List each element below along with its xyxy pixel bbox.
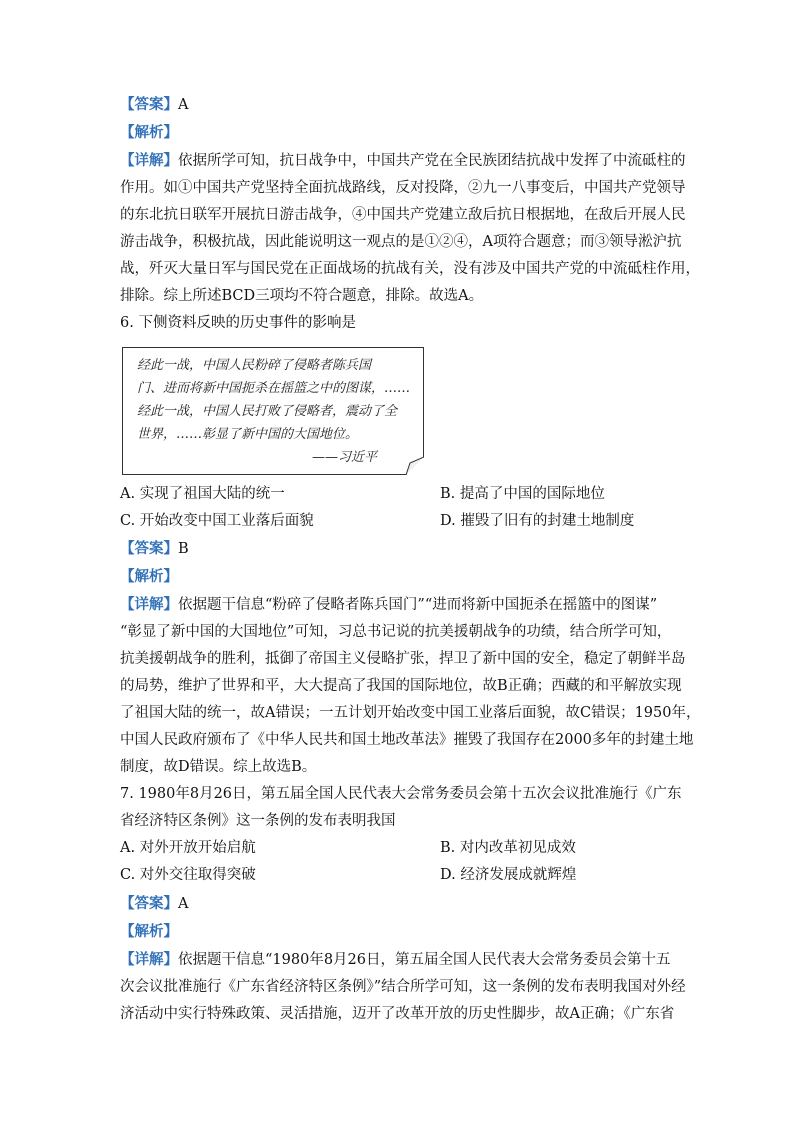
option-c: C. 对外交往取得突破 <box>120 867 256 883</box>
detail-line: 中国人民政府颁布了《中华人民共和国土地改革法》摧毁了我国存在2000多年的封建土地 <box>120 732 694 748</box>
answer-value: A <box>178 97 189 113</box>
analysis-tag: 【解析】 <box>120 923 178 940</box>
detail-line: 的东北抗日联军开展抗日游击战争，④中国共产党建立敌后抗日根据地，在敌后开展人民 <box>120 207 686 223</box>
quote-signature: ——习近平 <box>311 450 377 465</box>
detail-line: 的局势，维护了世界和平，大大提高了我国的国际地位，故B正确；西藏的和平解放实现 <box>120 678 682 694</box>
q6-stem: 6. 下侧资料反映的历史事件的影响是 <box>120 315 356 331</box>
option-d: D. 摧毁了旧有的封建土地制度 <box>440 513 635 529</box>
detail-line: 依据所学可知，抗日战争中，中国共产党在全民族团结抗战中发挥了中流砥柱的 <box>178 153 686 169</box>
detail-line: 作用。如①中国共产党坚持全面抗战路线，反对投降，②九一八事变后，中国共产党领导 <box>120 180 686 196</box>
answer-value: B <box>178 541 189 557</box>
detail-line: 制度，故D错误。综上故选B。 <box>120 759 317 775</box>
q5-answer-section <box>120 91 700 337</box>
q5-answer <box>120 91 668 119</box>
analysis-tag: 【解析】 <box>120 124 178 141</box>
detail-tag: 【详解】 <box>120 152 178 169</box>
quote-line: 门、进而将新中国扼杀在摇篮之中的图谋，…… <box>137 381 411 396</box>
detail-tag: 【详解】 <box>120 596 178 613</box>
detail-line: 依据题干信息“粉碎了侵略者陈兵国门”“进而将新中国扼杀在摇篮中的图谋” <box>178 597 658 613</box>
q5-analysis-tag <box>120 119 668 147</box>
q7-answer <box>120 890 668 918</box>
answer-tag: 【答案】 <box>120 540 178 557</box>
q6-answer-section <box>120 535 701 835</box>
detail-line: 战，歼灭大量日军与国民党在正面战场的抗战有关，没有涉及中国共产党的中流砥柱作用， <box>120 261 700 277</box>
q5-detail <box>120 147 700 310</box>
analysis-tag: 【解析】 <box>120 568 178 585</box>
option-c: C. 开始改变中国工业落后面貌 <box>120 513 314 529</box>
quote-line: 经此一战，中国人民粉碎了侵略者陈兵国 <box>137 358 372 373</box>
detail-tag: 【详解】 <box>120 951 178 968</box>
answer-tag: 【答案】 <box>120 96 178 113</box>
quote-line: 世界，……彰显了新中国的大国地位。 <box>137 427 359 442</box>
page-curl-icon <box>406 457 424 475</box>
detail-line: 次会议批准施行《广东省经济特区条例》”结合所学可知，这一条例的发布表明我国对外经 <box>120 979 686 995</box>
q7-stem-line: 省经济特区条例》这一条例的发布表明我国 <box>120 813 396 829</box>
q7-options <box>120 835 680 889</box>
option-a: A. 对外开放开始启航 <box>120 840 256 856</box>
detail-line: 游击战争，积极抗战，因此能说明这一观点的是①②④，A项符合题意；而③领导淞沪抗 <box>120 234 682 250</box>
option-d: D. 经济发展成就辉煌 <box>440 867 577 883</box>
detail-line: 排除。综上所述BCD三项均不符合题意，排除。故选A。 <box>120 288 484 304</box>
detail-line: 了祖国大陆的统一，故A错误；一五计划开始改变中国工业落后面貌，故C错误；1950年， <box>120 705 701 721</box>
option-b: B. 提高了中国的国际地位 <box>440 486 605 502</box>
detail-line: 抗美援朝战争的胜利，抵御了帝国主义侵略扩张，捍卫了新中国的安全，稳定了朝鲜半岛 <box>120 651 686 667</box>
detail-line: “彰显了新中国的大国地位”可知，习总书记说的抗美援朝战争的功绩，结合所学可知， <box>120 624 672 640</box>
option-b: B. 对内改革初见成效 <box>440 840 576 856</box>
quote-box <box>122 347 424 475</box>
quote-line: 经此一战，中国人民打败了侵略者，震动了全 <box>137 404 398 419</box>
q6-answer <box>120 535 668 563</box>
detail-line: 依据题干信息“1980年8月26日，第五届全国人民代表大会常务委员会第十五 <box>178 952 671 968</box>
answer-value: A <box>178 896 189 912</box>
q6-options <box>120 481 680 535</box>
detail-line: 济活动中实行特殊政策、灵活措施，迈开了改革开放的历史性脚步，故A正确；《广东省 <box>120 1006 675 1022</box>
option-a: A. 实现了祖国大陆的统一 <box>120 486 285 502</box>
answer-tag: 【答案】 <box>120 895 178 912</box>
q7-answer-section <box>120 890 686 1028</box>
q7-stem-line: 7. 1980年8月26日，第五届全国人民代表大会常务委员会第十五次会议批准施行《广东 <box>120 786 682 802</box>
